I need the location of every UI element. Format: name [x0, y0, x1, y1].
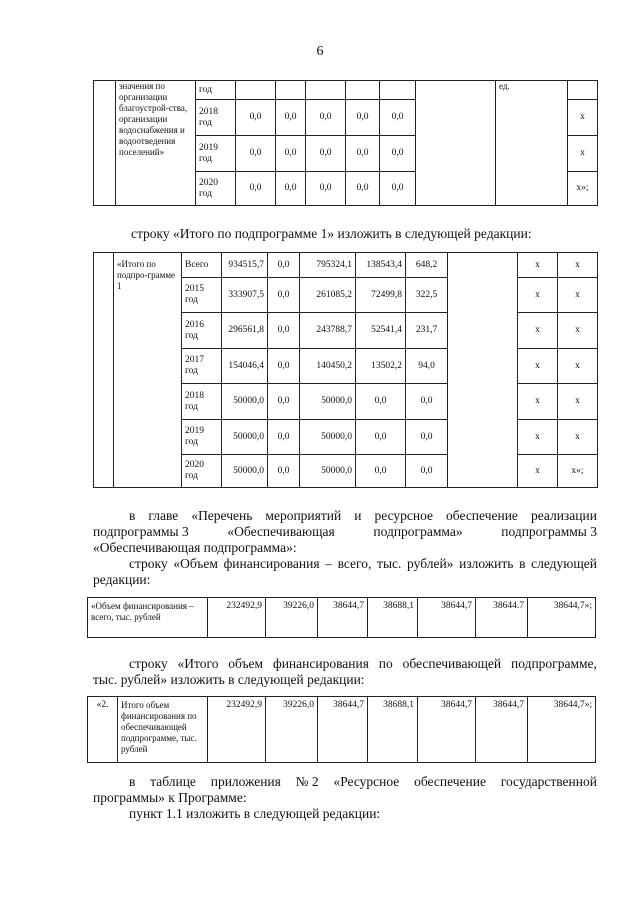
- table1-label: значения по организации благоустрой-ства, организации водоснабжения и водоотведения поселений»: [116, 81, 196, 206]
- table-row: 2017 год 154046,4 0,0 140450,2 13502,2 94,0 х х: [94, 349, 598, 384]
- table-4: [87, 696, 596, 763]
- table-row: «Итого по подпро-грамме 1 Всего 934515,7 0,0 795324,1 138543,4 648,2 х х: [94, 253, 598, 278]
- table-row: 2016 год 296561,8 0,0 243788,7 52541,4 231,7 х х: [94, 313, 598, 349]
- table-row: 2018 год 50000,0 0,0 50000,0 0,0 0,0 х х: [94, 384, 598, 420]
- table-row: «2. Итого объем финансирования по обеспечивающей подпрограмме, тыс. рублей 232492,9 39226,0 38644,7 38688,1 38644,7 38644,7 38644,7»;: [88, 697, 596, 763]
- paragraph-chapter: в главе «Перечень мероприятий и ресурсное обеспечение реализации подпрограммы 3 «Обеспечивающая подпрограмма» подпрограммы 3 «Обеспечивающая подпрограмма»:: [93, 508, 597, 555]
- paragraph-volume: строку «Объем финансирования – всего, тыс. рублей» изложить в следующей редакции:: [93, 556, 597, 587]
- table3-label: «Объем финансирования – всего, тыс. рублей: [88, 598, 208, 638]
- paragraph-total: строку «Итого объем финансирования по обеспечивающей подпрограмме, тыс. рублей» изложить в следующей редакции:: [93, 656, 597, 687]
- table-row: 2020 год 50000,0 0,0 50000,0 0,0 0,0 х х»;: [94, 455, 598, 488]
- page-number: 6: [316, 44, 324, 59]
- table1-year-text: год: [196, 81, 236, 100]
- table-3: [87, 597, 596, 638]
- table-row: 2020 год 0,0 0,0 0,0 0,0 0,0 х»;: [94, 172, 598, 206]
- table2-label: «Итого по подпро-грамме 1: [114, 253, 182, 488]
- table4-label: Итого объем финансирования по обеспечивающей подпрограмме, тыс. рублей: [118, 697, 208, 763]
- table-row: 2019 год 0,0 0,0 0,0 0,0 0,0 х: [94, 136, 598, 172]
- table-row: 2018 год 0,0 0,0 0,0 0,0 0,0 х: [94, 100, 598, 136]
- table-row: «Объем финансирования – всего, тыс. рублей 232492,9 39226,0 38644,7 38688,1 38644,7 38644.7 38644,7»;: [88, 598, 596, 638]
- paragraph-appendix: в таблице приложения № 2 «Ресурсное обеспечение государственной программы» к Программе: пункт 1.1 изложить в следующей редакции:: [93, 774, 597, 821]
- table1-unit: ед.: [496, 81, 568, 206]
- table4-num: «2.: [88, 697, 118, 763]
- table-row: 2019 год 50000,0 0,0 50000,0 0,0 0,0 х х: [94, 420, 598, 455]
- table-row: 2015 год 333907,5 0,0 261085,2 72499,8 322,5 х х: [94, 278, 598, 313]
- instruction-1: строку «Итого по подпрограмме 1» изложить в следующей редакции:: [131, 226, 532, 241]
- table-2: [93, 252, 598, 488]
- table-1: [93, 80, 598, 206]
